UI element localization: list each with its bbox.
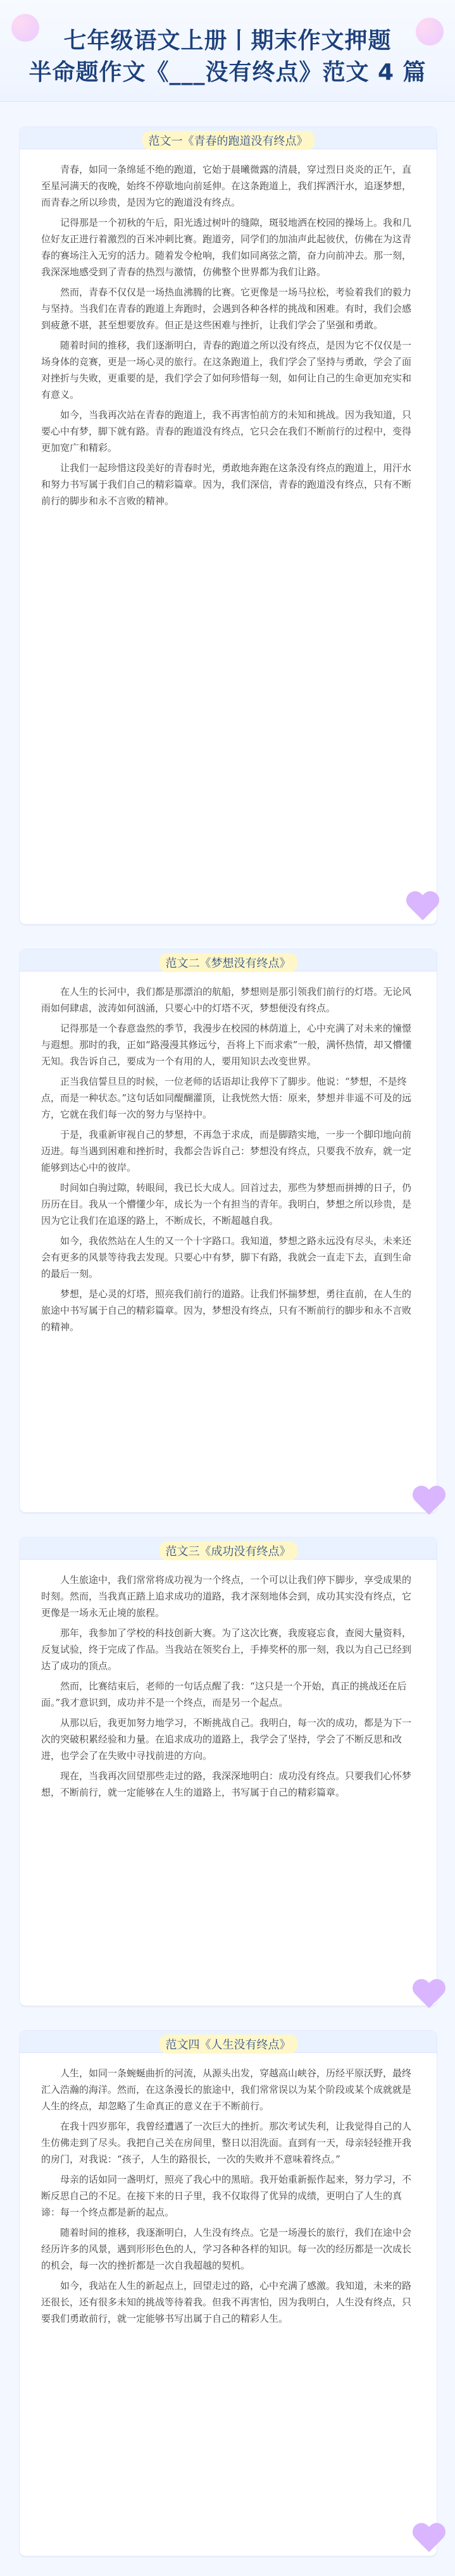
- essay-paragraph: 在我十四岁那年，我曾经遭遇了一次巨大的挫折。那次考试失利，让我觉得自己的人生仿佛走到了尽头。我把自己关在房间里，整日以泪洗面。直到有一天，母亲轻轻推开我的房门，对我说：“孩子，人生的路很长，一次的失败并不意味着终点。”: [41, 2121, 412, 2165]
- heart-icon: [411, 2524, 447, 2555]
- essay-title: [20, 131, 437, 150]
- essay-body: [41, 1572, 415, 1804]
- essay-paragraph: 然而，青春不仅仅是一场热血沸腾的比赛。它更像是一场马拉松，考验着我们的毅力与坚持。当我们在青春的跑道上奔跑时，会遇到各种各样的挑战和困难。有时，我们会感到疲惫不堪，甚至想要放弃。但正是这些困难与挫折，让我们学会了坚强和勇敢。: [41, 287, 412, 331]
- essay-paragraph: 从那以后，我更加努力地学习，不断挑战自己。我明白，每一次的成功，都是为下一次的突破积累经验和力量。在追求成功的道路上，我学会了坚持，学会了不断反思和改进，也学会了在失败中寻找前进的方向。: [41, 1717, 412, 1761]
- essay-title: [20, 953, 437, 972]
- essay-card-2: [19, 949, 437, 1513]
- essay-body: [41, 161, 415, 513]
- heart-icon: [411, 1486, 447, 1518]
- essay-body: [41, 983, 415, 1339]
- essay-title-tag: 范文四《人生没有终点》: [159, 2035, 297, 2054]
- essay-card-1: [19, 126, 437, 925]
- essay-paragraph: 随着时间的推移，我逐渐明白，人生没有终点。它是一场漫长的旅行，我们在途中会经历许多的风景，遇到形形色色的人，学习各种各样的知识。每一次的经历都是一次成长的机会，每一次的挫折都是一次自我超越的契机。: [41, 2227, 412, 2271]
- essay-paragraph: 人生旅途中，我们常常将成功视为一个终点，一个可以让我们停下脚步，享受成果的时刻。然而，当我真正踏上追求成功的道路，我才深刻地体会到，成功其实没有终点，它更像是一场永无止境的旅程。: [41, 1574, 412, 1618]
- essay-title-tag: 范文二《梦想没有终点》: [159, 953, 297, 972]
- page-title-line-2: 半命题作文《___没有终点》范文 4 篇: [28, 59, 427, 85]
- essay-paragraph: 现在，当我再次回望那些走过的路，我深深地明白：成功没有终点。只要我们心怀梦想，不断前行，就一定能够在人生的道路上，书写属于自己的精彩篇章。: [41, 1770, 412, 1798]
- essay-paragraph: 如今，我站在人生的新起点上，回望走过的路，心中充满了感激。我知道，未来的路还很长，还有很多未知的挑战等待着我。但我不再害怕，因为我明白，人生没有终点，只要我们勇敢前行，就一定能够书写出属于自己的精彩人生。: [41, 2280, 412, 2324]
- essay-paragraph: 人生，如同一条蜿蜒曲折的河流，从源头出发，穿越高山峡谷，历经平原沃野，最终汇入浩瀚的海洋。然而，在这条漫长的旅途中，我们常常误以为某个阶段或某个成就就是人生的终点，却忽略了生命真正的意义在于不断前行。: [41, 2068, 412, 2112]
- essay-body: [41, 2065, 415, 2331]
- essay-paragraph: 如今，当我再次站在青春的跑道上，我不再害怕前方的未知和挑战。因为我知道，只要心中有梦，脚下就有路。青春的跑道没有终点，它只会在我们不断前行的过程中，变得更加宽广和精彩。: [41, 409, 412, 453]
- heart-icon: [411, 1980, 447, 2011]
- essay-paragraph: 梦想，是心灵的灯塔，照亮我们前行的道路。让我们怀揣梦想，勇往直前，在人生的旅途中书写属于自己的精彩篇章。因为，梦想没有终点，只有不断前行的脚步和永不言败的精神。: [41, 1288, 412, 1333]
- page-header: [0, 0, 455, 102]
- essay-paragraph: 青春，如同一条绵延不绝的跑道，它始于晨曦微露的清晨，穿过烈日炎炎的正午，直至星河满天的夜晚，始终不停歇地向前延伸。在这条跑道上，我们挥洒汗水，追逐梦想，而青春之所以珍贵，是因为它的跑道没有终点。: [41, 164, 412, 208]
- essay-paragraph: 于是，我重新审视自己的梦想，不再急于求成，而是脚踏实地，一步一个脚印地向前迈进。每当遇到困难和挫折时，我都会告诉自己：梦想没有终点，只要我不放弃，就一定能够到达心中的彼岸。: [41, 1129, 412, 1173]
- essay-paragraph: 然而，比赛结束后，老师的一句话点醒了我：“这只是一个开始，真正的挑战还在后面。”我才意识到，成功并不是一个终点，而是另一个起点。: [41, 1680, 407, 1708]
- essay-title: [20, 1541, 437, 1560]
- essay-card-4: [19, 2030, 437, 2556]
- essay-paragraph: 在人生的长河中，我们都是那漂泊的航船，梦想则是那引领我们前行的灯塔。无论风雨如何肆虐，波涛如何汹涌，只要心中的灯塔不灭，梦想便没有终点。: [41, 986, 412, 1014]
- page-title-line-1: 七年级语文上册丨期末作文押题: [63, 28, 392, 54]
- essay-title: [20, 2035, 437, 2054]
- essay-paragraph: 时间如白驹过隙，转眼间，我已长大成人。回首过去，那些为梦想而拼搏的日子，仍历历在目。我从一个懵懂少年，成长为一个有担当的青年。我明白，梦想之所以珍贵，是因为它让我们在追逐的路上，不断成长，不断超越自我。: [41, 1182, 412, 1226]
- essay-paragraph: 母亲的话如同一盏明灯，照亮了我心中的黑暗。我开始重新振作起来，努力学习，不断反思自己的不足。在接下来的日子里，我不仅取得了优异的成绩，更明白了人生的真谛：每一个终点都是新的起点。: [41, 2174, 412, 2218]
- essay-card-3: [19, 1537, 437, 2006]
- essay-title-tag: 范文三《成功没有终点》: [159, 1541, 297, 1560]
- essay-paragraph: 随着时间的推移，我们逐渐明白，青春的跑道之所以没有终点，是因为它不仅仅是一场身体的竞赛，更是一场心灵的旅行。在这条跑道上，我们学会了坚持与勇敢，学会了面对挫折与失败，更重要的是，我们学会了如何珍惜每一刻，如何让自己的生命更加充实和有意义。: [41, 340, 412, 400]
- essay-title-tag: 范文一《青春的跑道没有终点》: [142, 131, 315, 150]
- essay-paragraph: 记得那是一个春意盎然的季节，我漫步在校园的林荫道上，心中充满了对未来的憧憬与遐想。那时的我，正如“路漫漫其修远兮，吾将上下而求索”一般，满怀热情，却又懵懂无知。我告诉自己，要成为一个有用的人，要用知识去改变世界。: [41, 1023, 412, 1067]
- essay-paragraph: 正当我信誓旦旦的时候，一位老师的话语却让我停下了脚步。他说：“梦想，不是终点，而是一种状态。”这句话如同醍醐灌顶，让我恍然大悟：原来，梦想并非遥不可及的远方，它就在我们每一次的努力与坚持中。: [41, 1076, 412, 1120]
- essay-paragraph: 记得那是一个初秋的午后，阳光透过树叶的缝隙，斑驳地洒在校园的操场上。我和几位好友正进行着激烈的百米冲刺比赛。跑道旁，同学们的加油声此起彼伏，仿佛在为这青春的赛场注入无穷的活力。随着发令枪响，我们如同离弦之箭，奋力向前冲去。那一刻，我深深地感受到了青春的热烈与激情，仿佛整个世界都为我们让路。: [41, 217, 412, 278]
- heart-icon: [405, 892, 440, 923]
- essay-paragraph: 让我们一起珍惜这段美好的青春时光，勇敢地奔跑在这条没有终点的跑道上，用汗水和努力书写属于我们自己的精彩篇章。因为，我们深信，青春的跑道没有终点，只有不断前行的脚步和永不言败的精神。: [41, 462, 412, 507]
- essay-paragraph: 如今，我依然站在人生的又一个十字路口。我知道，梦想之路永远没有尽头，未来还会有更多的风景等待我去发现。只要心中有梦，脚下有路，我就会一直走下去，直到生命的最后一刻。: [41, 1235, 412, 1279]
- essay-paragraph: 那年，我参加了学校的科技创新大赛。为了这次比赛，我废寝忘食，查阅大量资料，反复试验，终于完成了作品。当我站在领奖台上，手捧奖杯的那一刻，我以为自己已经到达了成功的顶点。: [41, 1627, 412, 1672]
